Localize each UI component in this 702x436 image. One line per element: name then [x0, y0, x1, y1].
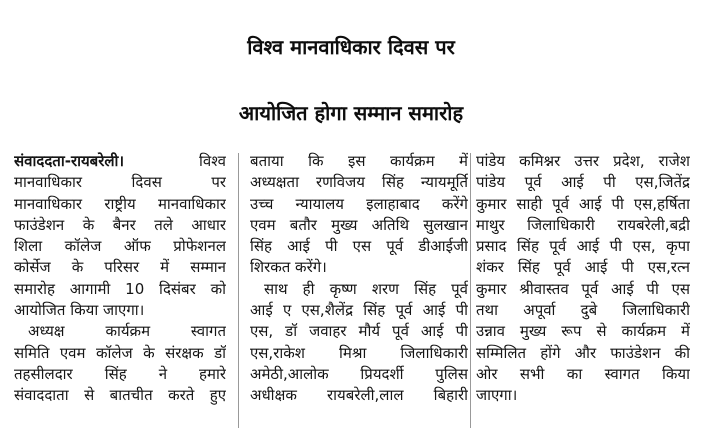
byline: संवाददता-रायबरेली।: [14, 152, 125, 170]
column-line: अमेठी,आलोक प्रियदर्शी पुलिस: [250, 364, 468, 383]
column-line: समारोह आगामी 10 दिसंबर को: [14, 279, 226, 298]
headline-line-1: विश्व मानवाधिकार दिवस पर: [247, 35, 455, 59]
column-line: साथ ही कृष्ण शरण सिंह पूर्व: [264, 279, 468, 298]
column-line: मानवाधिकार राष्ट्रीय मानवाधिकार: [14, 194, 226, 213]
column-line: संवाददाता से बातचीत करते हुए: [14, 386, 226, 405]
column-line: माथुर जिलाधिकारी रायबरेली,बद्री: [476, 215, 690, 234]
column-line: कोर्सेज के परिसर में सम्मान: [14, 258, 226, 277]
article-column-3: [476, 151, 690, 407]
column-line: ओर सभी का स्वागत किया: [476, 364, 690, 383]
article-column-2: [250, 151, 468, 407]
column-line: शंकर सिंह पूर्व आई पी एस,रत्न: [476, 258, 690, 277]
column-line: एस,राकेश मिश्रा जिलाधिकारी: [250, 343, 468, 362]
column-line: पांडेय कमिश्नर उत्तर प्रदेश, राजेश: [476, 152, 690, 170]
column-line: [14, 151, 226, 172]
column-line: उच्च न्यायालय इलाहाबाद करेंगे: [250, 194, 468, 213]
column-line: पांडेय पूर्व आई पी एस,जितेंद्र: [476, 173, 690, 192]
column-divider: [238, 153, 239, 428]
headline-line-2: आयोजित होगा सम्मान समारोह: [238, 101, 464, 125]
column-line: मानवाधिकार दिवस पर: [14, 173, 226, 192]
column-line: आयोजित किया जाएगा।: [14, 301, 145, 320]
column-line: शिला कॉलेज ऑफ प्रोफेशनल: [14, 237, 226, 256]
column-line: तथा अपूर्वा दुबे जिलाधिकारी: [476, 301, 690, 320]
column-line: समिति एवम कॉलेज के संरक्षक डॉ: [14, 343, 226, 362]
column-line: कुमार साही पूर्व आई पी एस,हर्षिता: [476, 194, 690, 213]
column-line: कुमार श्रीवास्तव पूर्व आई पी एस: [476, 279, 690, 298]
article-column-1: [14, 151, 226, 407]
column-line: एस, डॉ जवाहर मौर्य पूर्व आई पी: [250, 322, 468, 341]
column-text: विश्व: [199, 152, 226, 170]
column-line: बताया कि इस कार्यक्रम में: [250, 152, 468, 170]
column-line: अधीक्षक रायबरेली,लाल बिहारी: [250, 386, 468, 405]
column-line: शिरकत करेंगे।: [250, 258, 327, 277]
column-line: फाउंडेशन के बैनर तले आधार: [14, 215, 226, 234]
column-line: तहसीलदार सिंह ने हमारे: [14, 364, 226, 383]
column-divider: [470, 153, 471, 428]
column-line: आई ए एस,शैलेंद्र सिंह पूर्व आई पी: [250, 301, 468, 320]
column-line: अध्यक्ष कार्यक्रम स्वागत: [28, 322, 226, 341]
column-line: सम्मिलित होंगे और फाउंडेशन की: [476, 343, 690, 362]
column-line: जाएगा।: [476, 386, 518, 405]
column-line: उन्नाव मुख्य रूप से कार्यक्रम में: [476, 322, 690, 341]
column-line: सिंह आई पी एस पूर्व डीआईजी: [250, 237, 468, 256]
column-line: प्रसाद सिंह पूर्व आई पी एस, कृपा: [476, 237, 690, 256]
column-line: अध्यक्षता रणविजय सिंह न्यायमूर्ति: [250, 173, 468, 192]
column-line: एवम बतौर मुख्य अतिथि सुलखान: [250, 215, 468, 234]
